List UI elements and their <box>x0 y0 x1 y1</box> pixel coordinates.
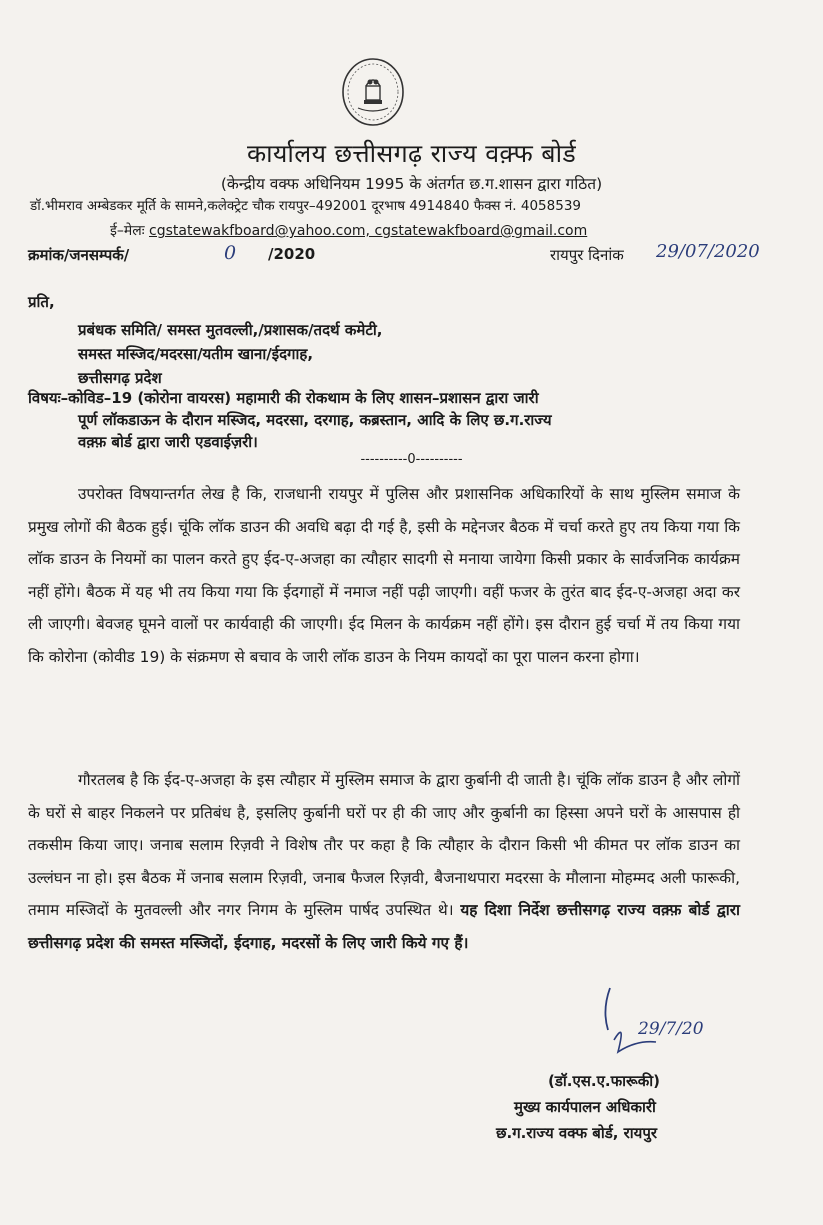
divider: ----------0---------- <box>360 452 463 467</box>
reference-number: 0 <box>224 242 237 264</box>
subject <box>28 387 768 453</box>
recipient-line: प्रबंधक समिति/ समस्त मुतवल्ली,/प्रशासक/तदर्थ कमेटी, <box>78 321 383 339</box>
subject-line: वक़्फ़ बोर्ड द्वारा जारी एडवाईज़री। <box>78 433 258 451</box>
subject-line: पूर्ण लॉकडाऊन के दौरान मस्जिद, मदरसा, दरगाह, कब्रस्तान, आदि के लिए छ.ग.राज्य <box>78 411 552 429</box>
email-line <box>110 221 587 240</box>
to-label: प्रति, <box>28 293 55 311</box>
state-emblem-icon <box>340 56 406 128</box>
date-label: रायपुर दिनांक <box>550 246 624 264</box>
paragraph-text: गौरतलब है कि ईद-ए-अजहा के इस त्यौहार में मुस्लिम समाज के द्वारा कुर्बानी दी जाती है। चूंकि लॉक डाउन है और लोगों के घरों से बाहर निकलने पर प्रतिबंध है, इसलिए कुर्बानी घरों पर ही की जाए और कुर्बानी का हिस्सा अपने घरों के आसपास ही तकसीम किया जाए। जनाब सलाम रिज़वी ने विशेष तौर पर कहा है कि त्यौहार के दौरान किसी भी कीमत पर लॉक डाउन का उल्लंघन ना हो। इस बैठक में जनाब सलाम रिज़वी, जनाब फैजल रिज़वी, बैजनाथपारा मदरसा के मौलाना मोहम्मद अली फारूकी, तमाम मस्जिदों के मुतवल्ली और नगर निगम के मुस्लिम पार्षद उपस्थित थे। <box>28 771 740 919</box>
body-paragraph-1: उपरोक्त विषयान्तर्गत लेख है कि, राजधानी रायपुर में पुलिस और प्रशासनिक अधिकारियों के साथ मुस्लिम समाज के प्रमुख लोगों की बैठक हुई। चूंकि लॉक डाउन की अवधि बढ़ा दी गई है, इसी के मद्देनजर बैठक में चर्चा करते हुए तय किया गया कि लॉक डाउन के नियमों का पालन करते हुए ईद-ए-अजहा का त्यौहार सादगी से मनाया जायेगा किसी प्रकार के सार्वजनिक कार्यक्रम नहीं होंगे। बैठक में यह भी तय किया गया कि ईदगाहों में नमाज नहीं पढ़ी जाएगी। वहीं फजर के तुरंत बाद ईद-ए-अजहा अदा कर ली जाएगी। बेवजह घूमने वालों पर कार्यवाही की जाएगी। ईद मिलन के कार्यक्रम नहीं होंगे। इस दौरान हुई चर्चा में तय किया गया कि कोरोना (कोवीड 19) के संक्रमण से बचाव के जारी लॉक डाउन के नियम कायदों का पूरा पालन करना होगा। <box>28 485 740 666</box>
reference-year: /2020 <box>268 245 316 263</box>
body-paragraph-2 <box>28 764 740 959</box>
email-label: ई–मेलः <box>110 223 145 239</box>
signatory-office: छ.ग.राज्य वक्फ बोर्ड, रायपुर <box>496 1124 658 1142</box>
office-address: डॉ.भीमराव अम्बेडकर मूर्ति के सामने,कलेक्ट्रेट चौक रायपुर–492001 दूरभाष 4914840 फैक्स नं. 4058539 <box>30 198 581 214</box>
reference-label: क्रमांक/जनसम्पर्क/ <box>28 246 130 264</box>
signature-date: 29/7/20 <box>638 1019 704 1039</box>
date-value: 29/07/2020 <box>656 241 760 262</box>
recipient-line: समस्त मस्जिद/मदरसा/यतीम खाना/ईदगाह, <box>78 345 314 363</box>
signatory-name: (डॉ.एस.ए.फारूकी) <box>548 1072 660 1090</box>
office-title: कार्यालय छत्तीसगढ़ राज्य वक़्फ बोर्ड <box>246 139 577 168</box>
subject-line: विषयः–कोविड–19 (कोरोना वायरस) महामारी की रोकथाम के लिए शासन–प्रशासन द्वारा जारी <box>28 389 539 407</box>
recipient-line: छत्तीसगढ़ प्रदेश <box>78 369 162 387</box>
signatory-designation: मुख्य कार्यपालन अधिकारी <box>514 1098 656 1116</box>
reference-row <box>28 241 798 267</box>
recipient-lines <box>78 318 383 390</box>
directive-text: यह दिशा निर्देश छत्तीसगढ़ राज्य वक़्फ़ बोर्ड द्वारा छत्तीसगढ़ प्रदेश की समस्त मस्जिदों, ईदगाह, मदरसों के लिए जारी किये गए हैं। <box>28 901 740 952</box>
handwritten-signature <box>596 980 726 1060</box>
office-subtitle: (केन्द्रीय वक्फ अधिनियम 1995 के अंतर्गत छ.ग.शासन द्वारा गठित) <box>220 175 603 193</box>
signature-block <box>496 1068 736 1146</box>
email-addresses[interactable]: cgstatewakfboard@yahoo.com, cgstatewakfboard@gmail.com <box>149 223 588 239</box>
